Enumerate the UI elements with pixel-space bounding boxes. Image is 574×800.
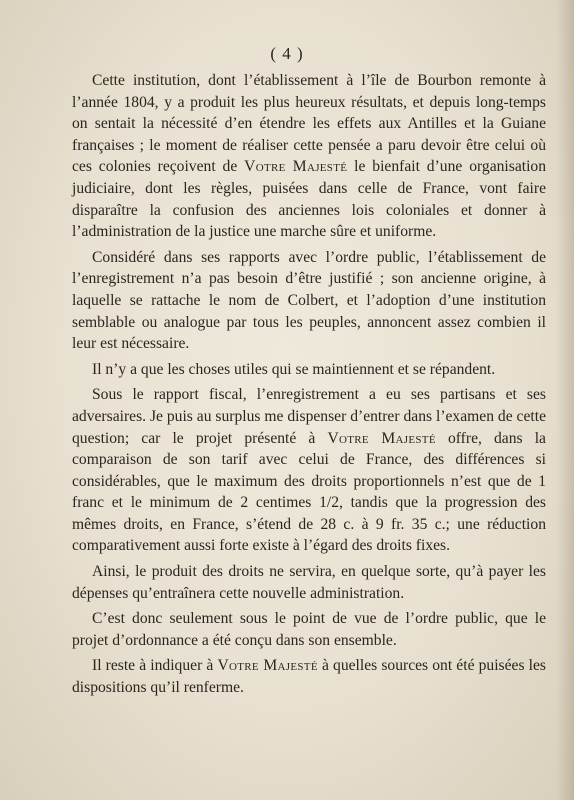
text-segment: Considéré dans ses rapports avec l’ordre public, l’établissement de l’enregistrement n’a pas besoin d’être justifié ; son ancienne origine, à laquelle se rattache le nom de Colbert, et l’adoption d’une institution semblable ou analogue par tous les peuples, annoncent assez combien il leur est nécessaire. xyxy=(72,248,546,353)
text-segment: offre, dans la comparaison de son tarif avec celui de France, des différences si considérables, que le maximum des droits proportionnels n’est que de 1 franc et le minimum de 2 centimes 1/2, tandis que la progression des mêmes droits, en France, s’étend de 28 c. à 9 fr. 35 c.; une réduction comparativement aussi forte existe à l’égard des droits fixes. xyxy=(72,429,546,555)
text-segment: Sous le rapport fiscal, l’enregistrement a eu ses partisans et ses adversaires. Je puis au surplus me dispenser d’entrer dans l’examen de cette question; car le projet présenté à xyxy=(72,386,546,447)
small-caps-text: Votre Majesté xyxy=(217,657,318,675)
paragraph-5 xyxy=(72,561,546,604)
text-segment: Il n’y a que les choses utiles qui se maintiennent et se répandent. xyxy=(92,360,496,378)
text-segment: Ainsi, le produit des droits ne servira, en quelque sorte, qu’à payer les dépenses qu’entraînera cette nouvelle administration. xyxy=(72,563,546,602)
text-segment: C’est donc seulement sous le point de vue de l’ordre public, que le projet d’ordonnance a été conçu dans son ensemble. xyxy=(72,610,546,649)
small-caps-text: Votre Majesté xyxy=(244,158,348,176)
paragraph-2 xyxy=(72,247,546,355)
paragraph-7 xyxy=(72,655,546,698)
body-text xyxy=(72,70,546,703)
paragraph-6 xyxy=(72,608,546,651)
text-segment: Cette institution, dont l’établissement à l’île de Bourbon remonte à l’année 1804, y a produit les plus heureux résultats, et depuis long-temps on sentait la nécessité d’en étendre les effets aux Antilles et la Guiane françaises ; le moment de réaliser cette pensée a paru devoir être celui où ces colonies reçoivent de xyxy=(72,72,546,176)
paragraph-1 xyxy=(72,70,546,243)
paragraph-4 xyxy=(72,384,546,557)
paragraph-3 xyxy=(72,359,546,381)
text-segment: à quelles sources ont été puisées les dispositions qu’il renferme. xyxy=(72,657,546,697)
page-number: ( 4 ) xyxy=(270,44,304,63)
small-caps-text: Votre Majesté xyxy=(327,429,436,447)
text-segment: le bienfait d’une organisation judiciaire, dont les règles, puisées dans celle de France, vont faire disparaître la confusion des anciennes lois coloniales et donner à l’administration de la justice une marche sûre et uniforme. xyxy=(72,158,546,241)
text-segment: Il reste à indiquer à xyxy=(92,657,218,675)
